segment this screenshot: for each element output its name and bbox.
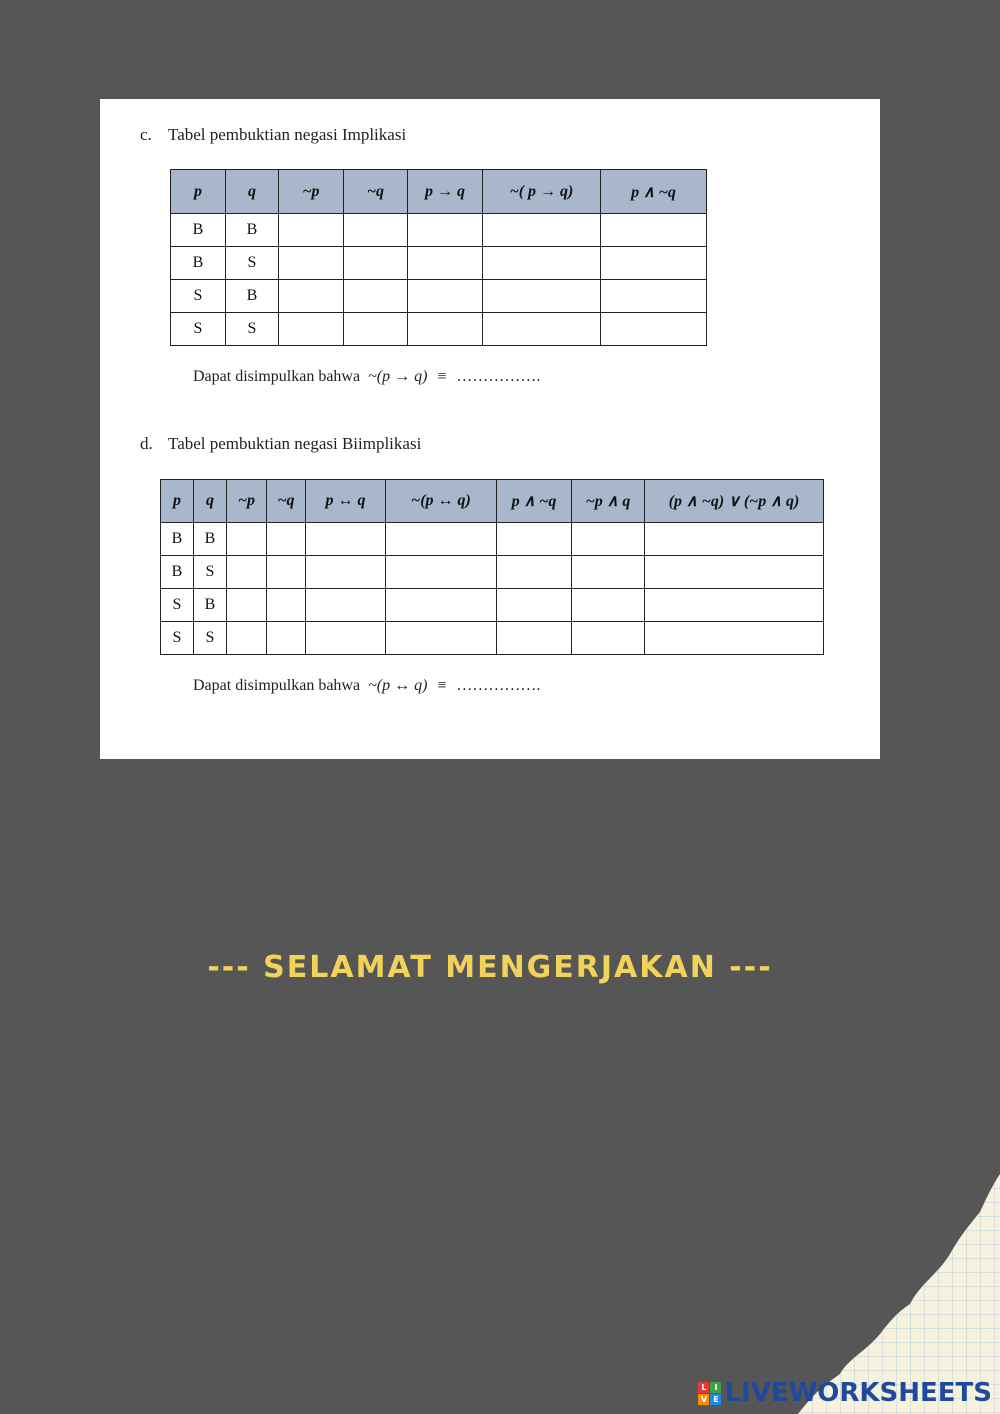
answer-cell[interactable] <box>601 280 707 313</box>
answer-cell[interactable] <box>306 523 386 556</box>
biimplication-table <box>160 479 824 655</box>
col-header-not-p: ~p <box>227 480 267 523</box>
answer-cell[interactable] <box>601 214 707 247</box>
answer-cell[interactable] <box>572 556 645 589</box>
table-row <box>161 556 824 589</box>
table-row <box>161 622 824 655</box>
cell-p: S <box>171 280 226 313</box>
section-d-title-text: Tabel pembuktian negasi Biimplikasi <box>168 434 422 453</box>
answer-cell[interactable] <box>645 556 824 589</box>
answer-input[interactable] <box>267 596 305 615</box>
answer-cell[interactable] <box>227 589 267 622</box>
answer-input[interactable] <box>306 563 385 582</box>
cell-p: B <box>171 247 226 280</box>
table-row <box>171 280 707 313</box>
col-header-p-iff-q: p ↔ q <box>306 480 386 523</box>
answer-input[interactable] <box>497 629 571 648</box>
answer-cell[interactable] <box>483 280 601 313</box>
answer-input[interactable] <box>645 629 823 648</box>
section-d-title <box>140 434 421 454</box>
answer-input[interactable] <box>386 596 496 615</box>
section-c-letter: c. <box>140 125 152 144</box>
answer-cell[interactable] <box>497 556 572 589</box>
logo-letter-e: E <box>710 1394 721 1405</box>
answer-cell[interactable] <box>267 556 306 589</box>
col-header-not-q: ~q <box>344 170 408 214</box>
answer-input[interactable] <box>227 596 266 615</box>
cell-p: S <box>161 589 194 622</box>
answer-input[interactable] <box>572 629 644 648</box>
answer-cell[interactable] <box>408 313 483 346</box>
answer-input[interactable] <box>267 563 305 582</box>
implication-table <box>170 169 707 346</box>
col-header-not-p-and-q: ~p ∧ q <box>572 480 645 523</box>
answer-input[interactable] <box>483 320 600 339</box>
answer-cell[interactable] <box>344 280 408 313</box>
answer-cell[interactable] <box>408 280 483 313</box>
cell-q: B <box>194 589 227 622</box>
table-row <box>161 589 824 622</box>
cell-q: S <box>194 556 227 589</box>
answer-cell[interactable] <box>572 589 645 622</box>
answer-cell[interactable] <box>572 523 645 556</box>
conclusion-c-expression: ~(p → q) <box>368 368 428 385</box>
answer-input[interactable] <box>497 596 571 615</box>
answer-input[interactable] <box>601 254 706 273</box>
answer-input[interactable] <box>386 530 496 549</box>
table-row <box>161 523 824 556</box>
conclusion-d-equiv: ≡ <box>437 677 447 694</box>
answer-cell[interactable] <box>279 214 344 247</box>
section-d-letter: d. <box>140 434 153 453</box>
col-header-p-implies-q: p → q <box>408 170 483 214</box>
table-row <box>171 247 707 280</box>
table-header-row <box>161 480 824 523</box>
answer-input[interactable] <box>344 221 407 240</box>
col-header-not-p: ~p <box>279 170 344 214</box>
answer-cell[interactable] <box>645 523 824 556</box>
answer-input[interactable] <box>227 530 266 549</box>
section-c-title <box>140 125 406 145</box>
answer-cell[interactable] <box>386 622 497 655</box>
answer-cell[interactable] <box>306 556 386 589</box>
answer-input[interactable] <box>227 629 266 648</box>
cell-q: S <box>194 622 227 655</box>
cell-p: S <box>171 313 226 346</box>
answer-cell[interactable] <box>408 214 483 247</box>
cell-q: S <box>226 247 279 280</box>
answer-input[interactable] <box>408 254 482 273</box>
answer-input[interactable] <box>497 530 571 549</box>
table-row <box>171 313 707 346</box>
answer-cell[interactable] <box>408 247 483 280</box>
answer-input[interactable] <box>408 221 482 240</box>
answer-cell[interactable] <box>267 622 306 655</box>
cell-p: B <box>161 523 194 556</box>
cell-p: B <box>171 214 226 247</box>
answer-input[interactable] <box>483 254 600 273</box>
conclusion-d-expression: ~(p ↔ q) <box>368 677 428 694</box>
conclusion-c-equiv: ≡ <box>437 368 447 385</box>
answer-input[interactable] <box>645 563 823 582</box>
answer-cell[interactable] <box>279 280 344 313</box>
answer-input[interactable] <box>572 530 644 549</box>
answer-input[interactable] <box>645 596 823 615</box>
cell-q: B <box>226 214 279 247</box>
col-header-q: q <box>226 170 279 214</box>
answer-cell[interactable] <box>483 313 601 346</box>
answer-input[interactable] <box>645 530 823 549</box>
answer-input[interactable] <box>344 287 407 306</box>
answer-input[interactable] <box>386 563 496 582</box>
col-header-p-and-not-q: p ∧ ~q <box>601 170 707 214</box>
answer-cell[interactable] <box>601 313 707 346</box>
answer-input[interactable] <box>344 254 407 273</box>
brand-logo-icon <box>698 1382 721 1405</box>
answer-cell[interactable] <box>279 313 344 346</box>
answer-input[interactable] <box>483 287 600 306</box>
col-header-p-and-not-q: p ∧ ~q <box>497 480 572 523</box>
answer-cell[interactable] <box>227 523 267 556</box>
answer-input[interactable] <box>601 221 706 240</box>
col-header-not-biimplication: ~(p ↔ q) <box>386 480 497 523</box>
col-header-p: p <box>161 480 194 523</box>
brand-name: LIVEWORKSHEETS <box>724 1378 992 1408</box>
answer-cell[interactable] <box>227 622 267 655</box>
section-c-title-text: Tabel pembuktian negasi Implikasi <box>168 125 407 144</box>
answer-input[interactable] <box>227 563 266 582</box>
answer-input[interactable] <box>306 629 385 648</box>
answer-cell[interactable] <box>386 556 497 589</box>
conclusion-c-blank[interactable]: ……………. <box>456 368 541 385</box>
logo-letter-v: V <box>698 1394 709 1405</box>
answer-cell[interactable] <box>227 556 267 589</box>
answer-input[interactable] <box>408 320 482 339</box>
answer-cell[interactable] <box>601 247 707 280</box>
answer-cell[interactable] <box>306 589 386 622</box>
answer-cell[interactable] <box>572 622 645 655</box>
conclusion-d <box>193 677 540 695</box>
col-header-disjunction: (p ∧ ~q) ∨ (~p ∧ q) <box>645 480 824 523</box>
answer-input[interactable] <box>279 254 343 273</box>
conclusion-c <box>193 368 540 386</box>
cell-p: S <box>161 622 194 655</box>
answer-cell[interactable] <box>344 247 408 280</box>
answer-cell[interactable] <box>645 622 824 655</box>
worksheet-page <box>100 99 880 759</box>
answer-cell[interactable] <box>267 589 306 622</box>
answer-input[interactable] <box>572 596 644 615</box>
col-header-not-implication: ~( p → q) <box>483 170 601 214</box>
answer-cell[interactable] <box>497 622 572 655</box>
answer-cell[interactable] <box>344 313 408 346</box>
col-header-not-q: ~q <box>267 480 306 523</box>
answer-cell[interactable] <box>279 247 344 280</box>
cell-q: S <box>226 313 279 346</box>
answer-cell[interactable] <box>267 523 306 556</box>
answer-input[interactable] <box>279 221 343 240</box>
answer-input[interactable] <box>306 530 385 549</box>
answer-cell[interactable] <box>645 589 824 622</box>
answer-input[interactable] <box>497 563 571 582</box>
answer-cell[interactable] <box>497 589 572 622</box>
answer-input[interactable] <box>408 287 482 306</box>
cell-q: B <box>194 523 227 556</box>
logo-letter-i: I <box>710 1382 721 1393</box>
answer-cell[interactable] <box>386 589 497 622</box>
answer-cell[interactable] <box>344 214 408 247</box>
col-header-p: p <box>171 170 226 214</box>
answer-input[interactable] <box>601 287 706 306</box>
col-header-q: q <box>194 480 227 523</box>
answer-input[interactable] <box>483 221 600 240</box>
answer-input[interactable] <box>279 287 343 306</box>
answer-input[interactable] <box>344 320 407 339</box>
closing-message: --- SELAMAT MENGERJAKAN --- <box>207 950 773 985</box>
answer-cell[interactable] <box>306 622 386 655</box>
cell-p: B <box>161 556 194 589</box>
answer-input[interactable] <box>267 629 305 648</box>
conclusion-d-blank[interactable]: ……………. <box>456 677 541 694</box>
cell-q: B <box>226 280 279 313</box>
answer-input[interactable] <box>306 596 385 615</box>
answer-cell[interactable] <box>497 523 572 556</box>
answer-input[interactable] <box>386 629 496 648</box>
answer-cell[interactable] <box>483 247 601 280</box>
answer-cell[interactable] <box>386 523 497 556</box>
answer-cell[interactable] <box>483 214 601 247</box>
liveworksheets-brand[interactable] <box>698 1378 992 1408</box>
logo-letter-l: L <box>698 1382 709 1393</box>
conclusion-c-prefix: Dapat disimpulkan bahwa <box>193 368 361 385</box>
answer-input[interactable] <box>267 530 305 549</box>
conclusion-d-prefix: Dapat disimpulkan bahwa <box>193 677 361 694</box>
table-row <box>171 214 707 247</box>
answer-input[interactable] <box>279 320 343 339</box>
answer-input[interactable] <box>572 563 644 582</box>
answer-input[interactable] <box>601 320 706 339</box>
table-header-row <box>171 170 707 214</box>
